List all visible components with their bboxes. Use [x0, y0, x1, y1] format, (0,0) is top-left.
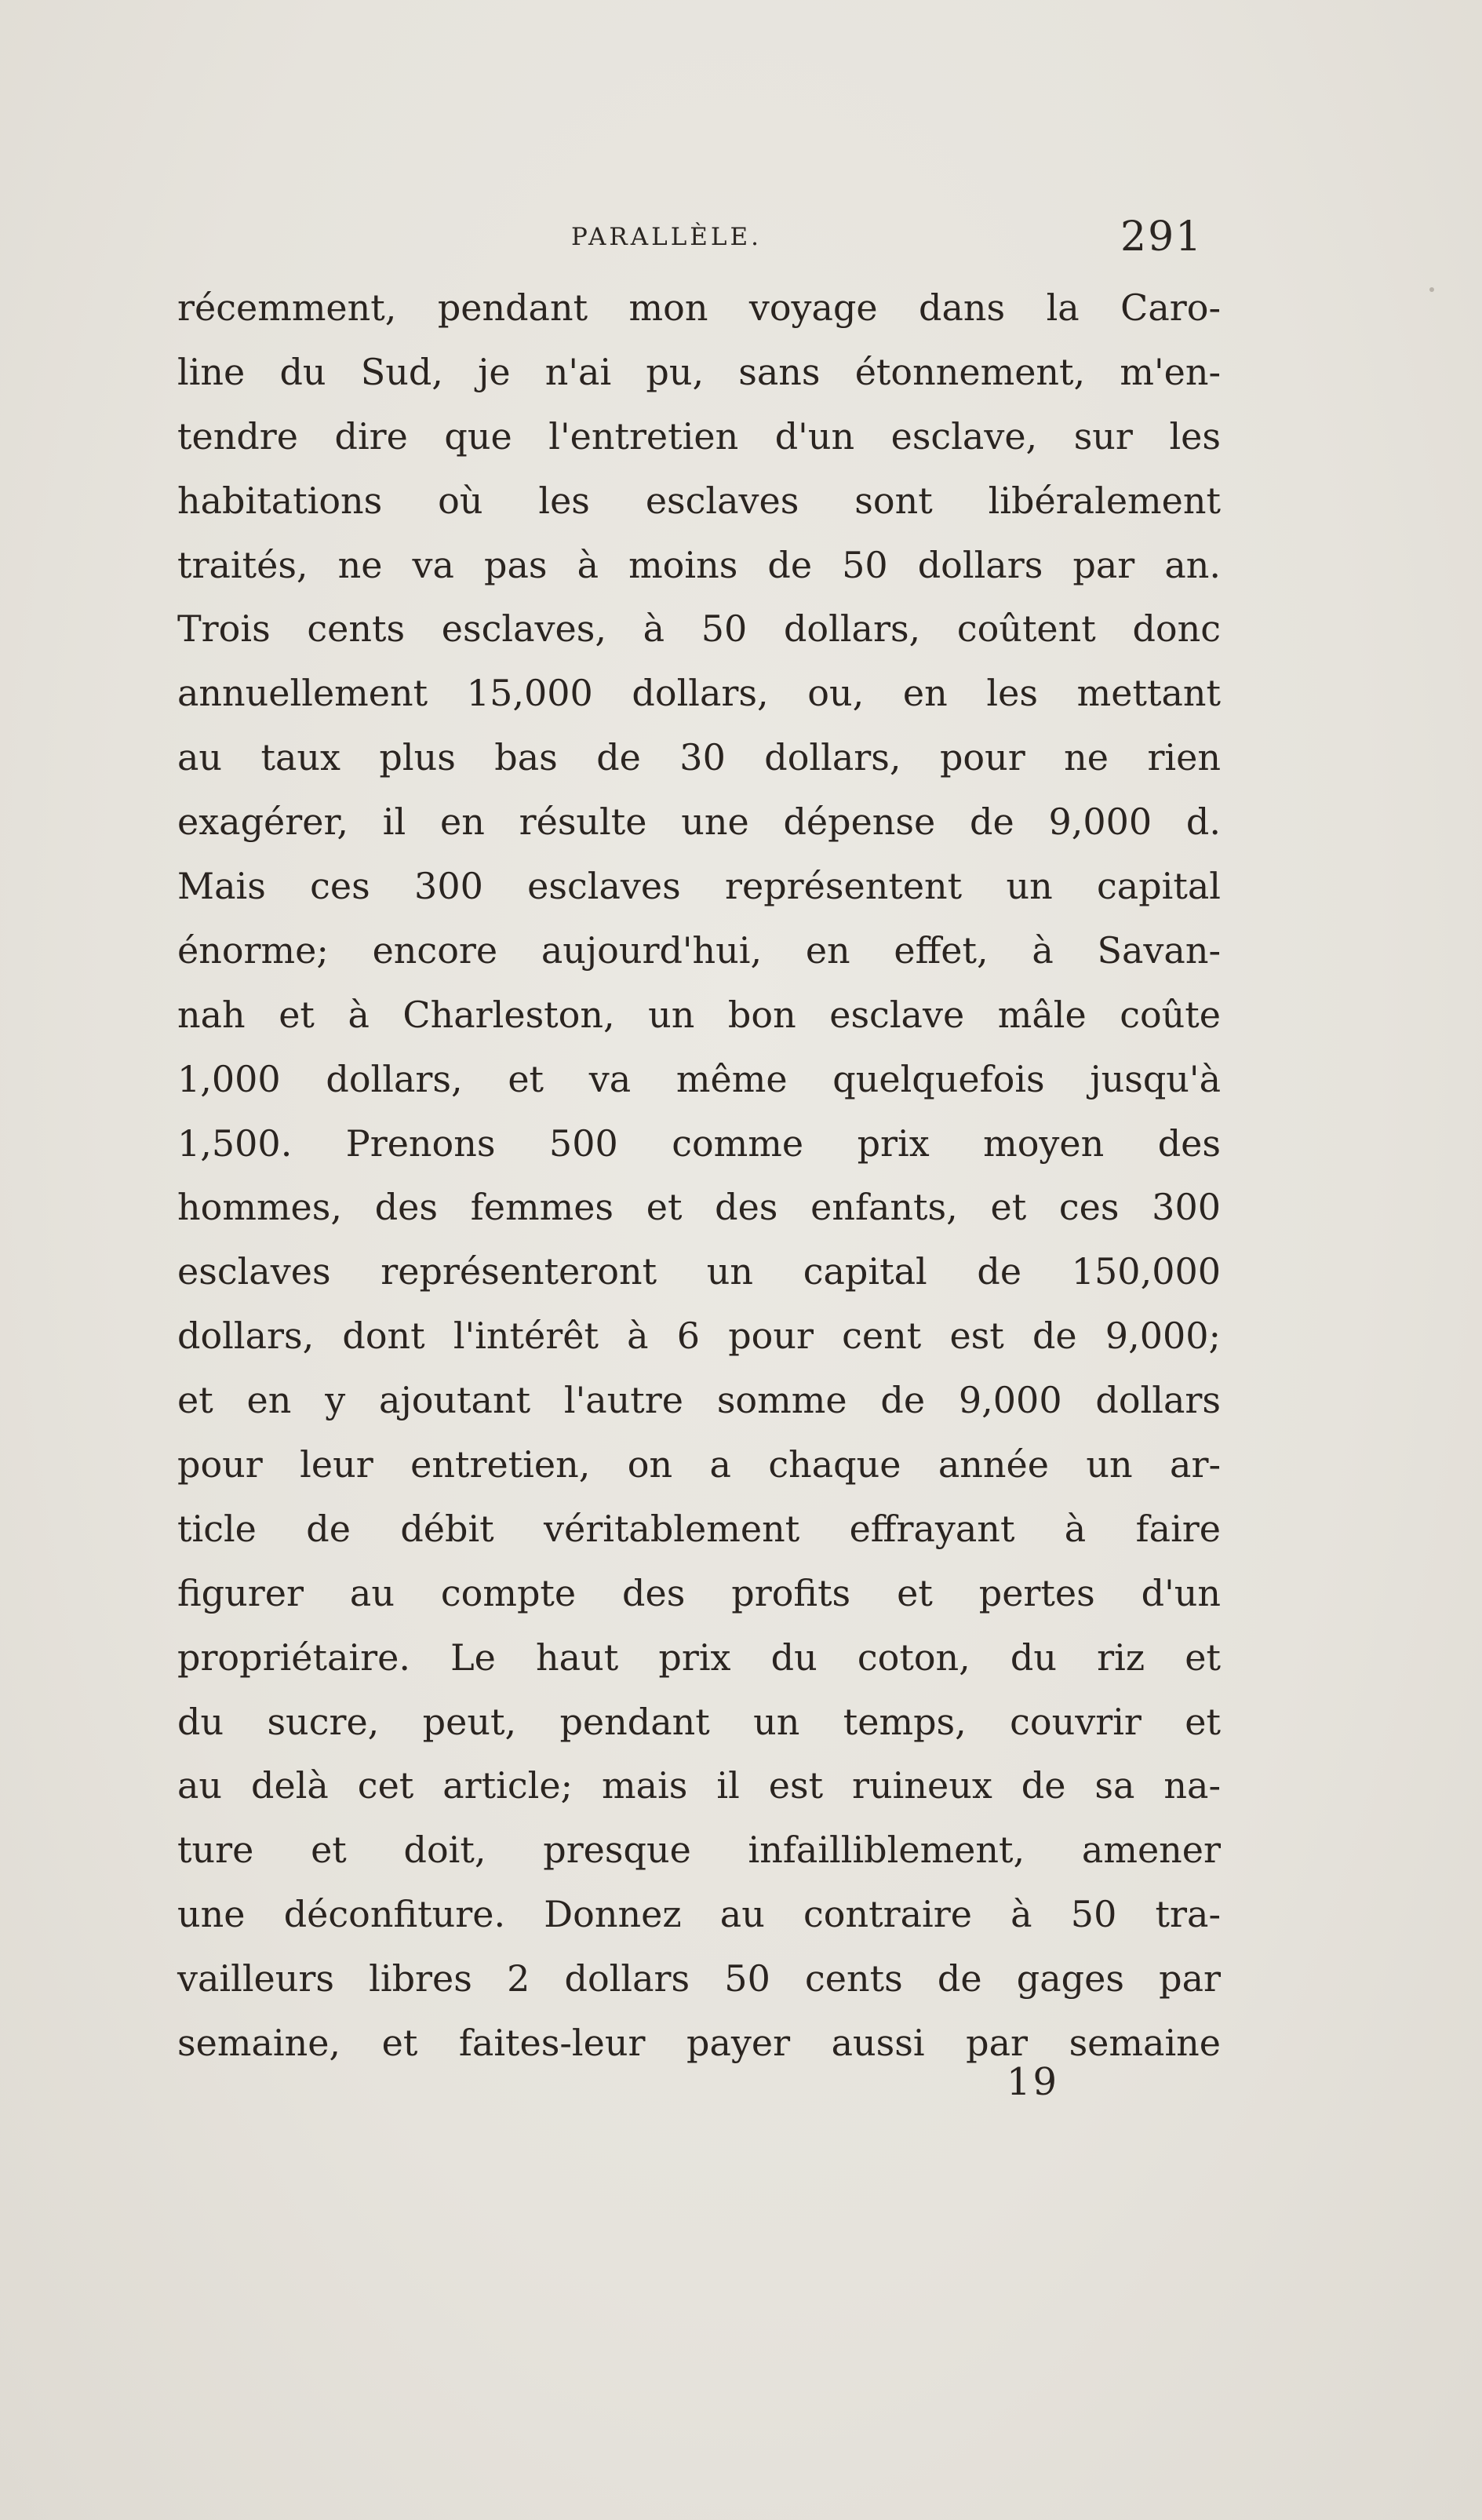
- text-line: 1,500. Prenons 500 comme prix moyen des: [177, 1121, 1221, 1165]
- running-title: PARALLÈLE.: [571, 223, 762, 251]
- text-line: esclaves représenteront un capital de 150,000: [177, 1250, 1221, 1293]
- text-line: propriétaire. Le haut prix du coton, du riz et: [177, 1636, 1221, 1679]
- text-line: Mais ces 300 esclaves représentent un capital: [177, 865, 1221, 908]
- signature-mark: 19: [1007, 2060, 1060, 2104]
- body-text: [177, 276, 1221, 2076]
- text-line: du sucre, peut, pendant un temps, couvrir et: [177, 1700, 1221, 1743]
- text-line: 1,000 dollars, et va même quelquefois jusqu'à: [177, 1057, 1221, 1100]
- page-header: [0, 213, 1482, 268]
- text-line: vailleurs libres 2 dollars 50 cents de gages par: [177, 1957, 1221, 2000]
- text-line: ticle de débit véritablement effrayant à faire: [177, 1507, 1221, 1550]
- text-line: figurer au compte des profits et pertes d'un: [177, 1571, 1221, 1614]
- text-line: une déconfiture. Donnez au contraire à 50 tra-: [177, 1893, 1221, 1936]
- text-line: récemment, pendant mon voyage dans la Caro-: [177, 286, 1221, 329]
- text-line: au taux plus bas de 30 dollars, pour ne rien: [177, 736, 1221, 779]
- text-line: tendre dire que l'entretien d'un esclave, sur les: [177, 414, 1221, 458]
- text-line: dollars, dont l'intérêt à 6 pour cent est de 9,000;: [177, 1315, 1221, 1358]
- text-line: Trois cents esclaves, à 50 dollars, coûtent donc: [177, 607, 1221, 651]
- text-line: line du Sud, je n'ai pu, sans étonnement, m'en-: [177, 350, 1221, 393]
- text-line: semaine, et faites-leur payer aussi par semaine: [177, 2022, 1221, 2065]
- page-number: 291: [1120, 213, 1203, 261]
- text-line: et en y ajoutant l'autre somme de 9,000 dollars: [177, 1379, 1221, 1422]
- text-line: annuellement 15,000 dollars, ou, en les mettant: [177, 672, 1221, 715]
- paper-speck: [1429, 287, 1434, 292]
- text-line: traités, ne va pas à moins de 50 dollars par an.: [177, 543, 1221, 586]
- text-line: nah et à Charleston, un bon esclave mâle coûte: [177, 993, 1221, 1036]
- text-line: pour leur entretien, on a chaque année un ar-: [177, 1443, 1221, 1486]
- text-line: habitations où les esclaves sont libéralement: [177, 479, 1221, 522]
- text-line: énorme; encore aujourd'hui, en effet, à Savan-: [177, 928, 1221, 972]
- text-line: exagérer, il en résulte une dépense de 9,000 d.: [177, 800, 1221, 844]
- text-line: ture et doit, presque infailliblement, amener: [177, 1829, 1221, 1872]
- text-line: hommes, des femmes et des enfants, et ces 300: [177, 1186, 1221, 1229]
- text-line: au delà cet article; mais il est ruineux de sa na-: [177, 1764, 1221, 1807]
